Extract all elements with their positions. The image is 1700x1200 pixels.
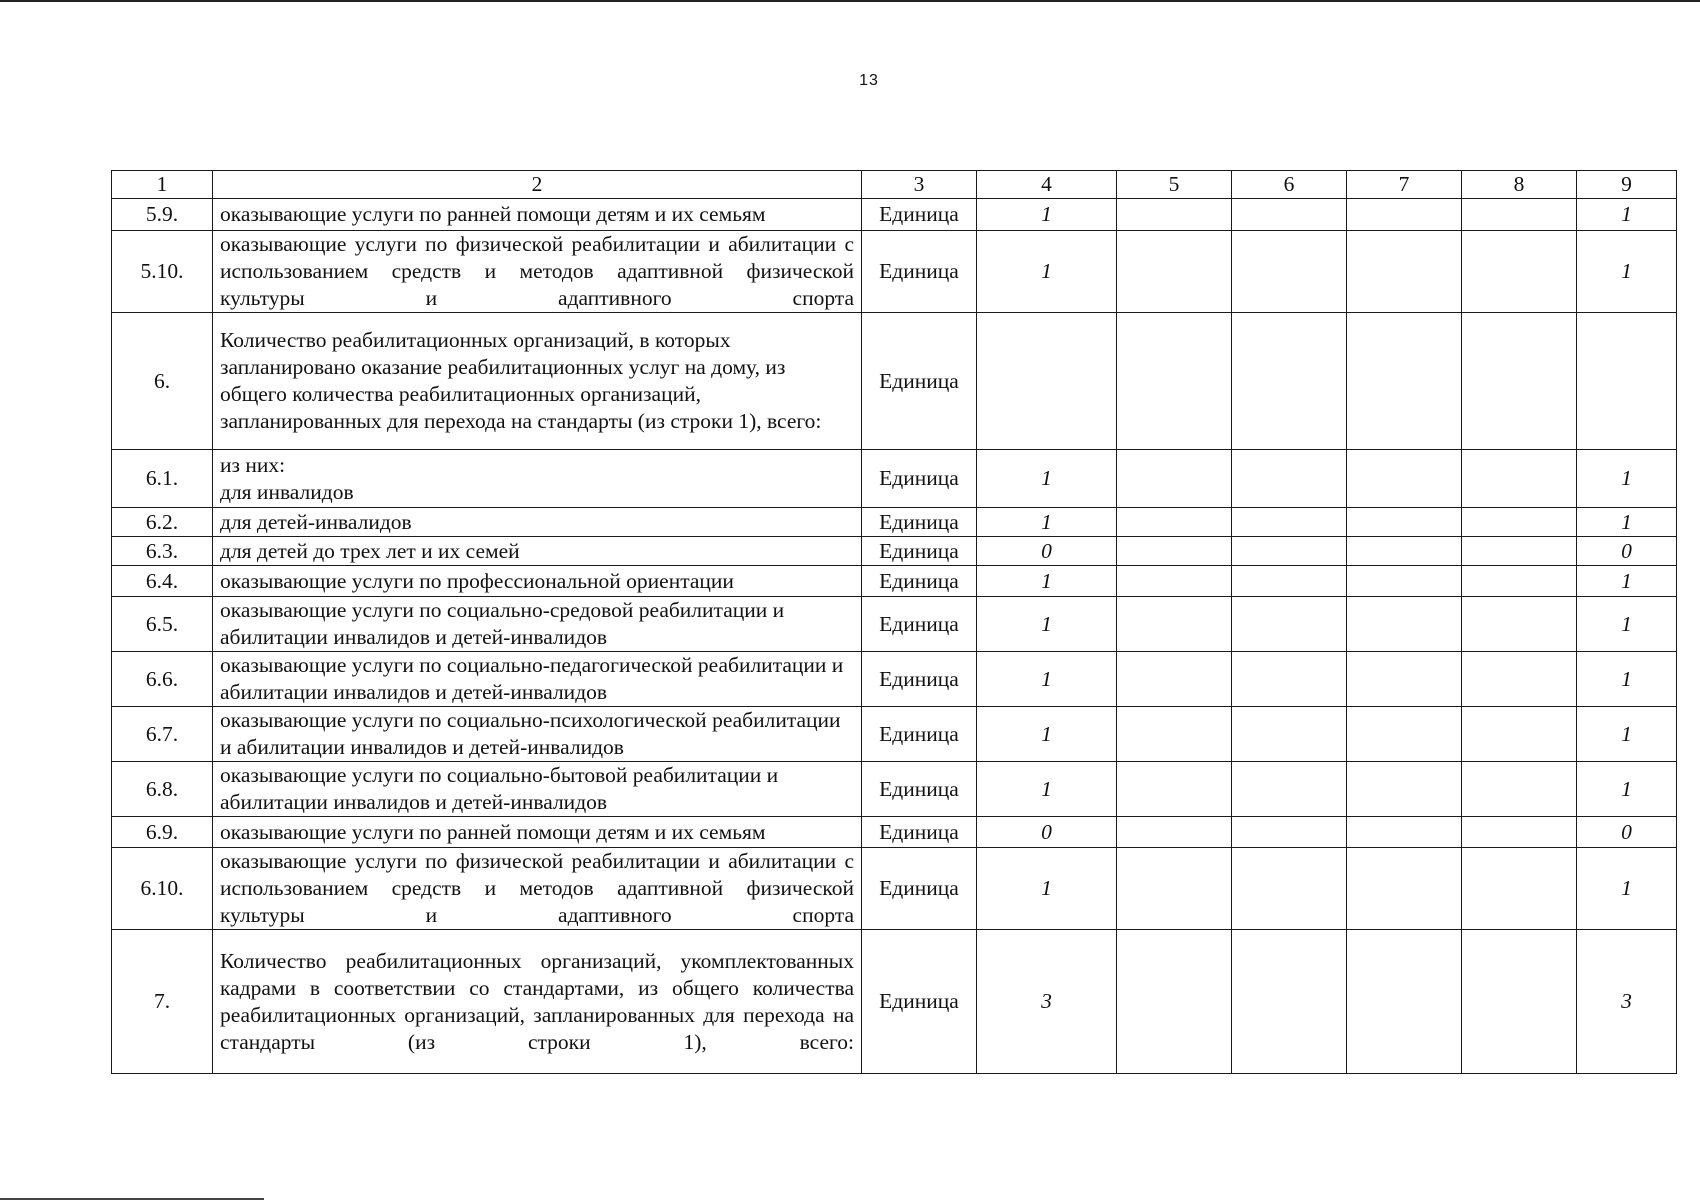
row-value-col5 — [1117, 707, 1232, 762]
row-value-col9: 1 — [1577, 597, 1677, 652]
row-value-col7 — [1347, 566, 1462, 597]
row-value-col9: 3 — [1577, 930, 1677, 1074]
row-value-col4: 0 — [977, 817, 1117, 848]
table-row — [112, 231, 1677, 313]
row-value-col6 — [1232, 199, 1347, 231]
row-value-col9: 0 — [1577, 537, 1677, 566]
report-table — [111, 170, 1677, 1074]
row-unit: Единица — [862, 817, 977, 848]
row-value-col7 — [1347, 508, 1462, 537]
row-description: оказывающие услуги по ранней помощи детям и их семьям — [213, 199, 862, 231]
row-value-col4: 1 — [977, 707, 1117, 762]
row-number: 6.3. — [112, 537, 213, 566]
row-value-col8 — [1462, 848, 1577, 930]
row-value-col4: 1 — [977, 597, 1117, 652]
row-description: оказывающие услуги по социально-средовой реабилитации и абилитации инвалидов и детей-инвалидов — [213, 597, 862, 652]
row-value-col7 — [1347, 199, 1462, 231]
row-value-col5 — [1117, 597, 1232, 652]
row-unit: Единица — [862, 313, 977, 450]
row-value-col6 — [1232, 848, 1347, 930]
row-value-col6 — [1232, 313, 1347, 450]
table-row — [112, 537, 1677, 566]
row-value-col6 — [1232, 508, 1347, 537]
row-value-col6 — [1232, 597, 1347, 652]
row-value-col9: 1 — [1577, 652, 1677, 707]
row-value-col5 — [1117, 848, 1232, 930]
row-description: для детей-инвалидов — [213, 508, 862, 537]
row-number: 6.4. — [112, 566, 213, 597]
scan-edge-top — [0, 0, 1700, 2]
row-number: 6.1. — [112, 450, 213, 508]
row-value-col5 — [1117, 199, 1232, 231]
row-description: оказывающие услуги по социально-педагогической реабилитации и абилитации инвалидов и детей-инвалидов — [213, 652, 862, 707]
header-cell: 8 — [1462, 171, 1577, 199]
row-description: Количество реабилитационных организаций, в которых запланировано оказание реабилитационных услуг на дому, из общего количества реабилитационных организаций, запланированных для перехода на стандарты (из строки 1), всего: — [213, 313, 862, 450]
row-unit: Единица — [862, 199, 977, 231]
row-value-col7 — [1347, 652, 1462, 707]
row-value-col6 — [1232, 231, 1347, 313]
row-value-col9: 1 — [1577, 231, 1677, 313]
table-row — [112, 930, 1677, 1074]
row-value-col9: 1 — [1577, 762, 1677, 817]
header-cell: 5 — [1117, 171, 1232, 199]
row-description: Количество реабилитационных организаций, укомплектованных кадрами в соответствии со стандартами, из общего количества реабилитационных организаций, запланированных для перехода на стандарты (из строки 1), всего: — [213, 930, 862, 1074]
row-value-col8 — [1462, 762, 1577, 817]
row-number: 6.6. — [112, 652, 213, 707]
row-value-col7 — [1347, 707, 1462, 762]
header-cell: 6 — [1232, 171, 1347, 199]
row-value-col7 — [1347, 930, 1462, 1074]
row-description: оказывающие услуги по профессиональной ориентации — [213, 566, 862, 597]
row-value-col7 — [1347, 537, 1462, 566]
table-row — [112, 199, 1677, 231]
row-unit: Единица — [862, 566, 977, 597]
row-value-col9: 1 — [1577, 566, 1677, 597]
row-value-col6 — [1232, 652, 1347, 707]
row-unit: Единица — [862, 762, 977, 817]
row-value-col8 — [1462, 450, 1577, 508]
row-unit: Единица — [862, 231, 977, 313]
row-value-col9: 1 — [1577, 707, 1677, 762]
table-row — [112, 817, 1677, 848]
row-unit: Единица — [862, 537, 977, 566]
row-unit: Единица — [862, 707, 977, 762]
row-value-col9: 1 — [1577, 199, 1677, 231]
row-value-col4: 3 — [977, 930, 1117, 1074]
row-value-col7 — [1347, 313, 1462, 450]
row-value-col5 — [1117, 566, 1232, 597]
row-value-col8 — [1462, 817, 1577, 848]
row-value-col9: 1 — [1577, 450, 1677, 508]
row-value-col5 — [1117, 762, 1232, 817]
row-value-col9: 1 — [1577, 508, 1677, 537]
table-row — [112, 508, 1677, 537]
row-value-col4: 1 — [977, 652, 1117, 707]
row-number: 6.2. — [112, 508, 213, 537]
row-value-col6 — [1232, 566, 1347, 597]
row-number: 5.9. — [112, 199, 213, 231]
table-row — [112, 313, 1677, 450]
row-value-col8 — [1462, 313, 1577, 450]
row-value-col5 — [1117, 508, 1232, 537]
table-row — [112, 707, 1677, 762]
row-description: оказывающие услуги по социально-бытовой реабилитации и абилитации инвалидов и детей-инвалидов — [213, 762, 862, 817]
row-value-col4: 1 — [977, 508, 1117, 537]
row-value-col5 — [1117, 817, 1232, 848]
row-value-col9 — [1577, 313, 1677, 450]
header-cell: 9 — [1577, 171, 1677, 199]
header-cell: 7 — [1347, 171, 1462, 199]
row-value-col6 — [1232, 450, 1347, 508]
row-value-col5 — [1117, 450, 1232, 508]
row-value-col4: 1 — [977, 848, 1117, 930]
row-value-col7 — [1347, 231, 1462, 313]
row-value-col6 — [1232, 537, 1347, 566]
row-number: 6.9. — [112, 817, 213, 848]
row-value-col8 — [1462, 707, 1577, 762]
row-value-col8 — [1462, 597, 1577, 652]
row-value-col6 — [1232, 930, 1347, 1074]
row-value-col7 — [1347, 848, 1462, 930]
row-unit: Единица — [862, 508, 977, 537]
page-number: 13 — [859, 72, 879, 89]
row-value-col7 — [1347, 450, 1462, 508]
header-cell: 2 — [213, 171, 862, 199]
row-value-col4: 1 — [977, 231, 1117, 313]
row-unit: Единица — [862, 450, 977, 508]
row-number: 6.8. — [112, 762, 213, 817]
row-description: оказывающие услуги по физической реабилитации и абилитации с использованием средств и методов адаптивной физической культуры и адаптивного спорта — [213, 231, 862, 313]
row-value-col4: 1 — [977, 762, 1117, 817]
row-unit: Единица — [862, 652, 977, 707]
row-value-col7 — [1347, 597, 1462, 652]
row-value-col4: 0 — [977, 537, 1117, 566]
table-row — [112, 848, 1677, 930]
table-header-row — [112, 171, 1677, 199]
row-value-col6 — [1232, 817, 1347, 848]
row-number: 6.5. — [112, 597, 213, 652]
row-value-col8 — [1462, 199, 1577, 231]
row-value-col8 — [1462, 231, 1577, 313]
header-cell: 3 — [862, 171, 977, 199]
row-value-col8 — [1462, 566, 1577, 597]
table-row — [112, 652, 1677, 707]
row-number: 5.10. — [112, 231, 213, 313]
row-number: 6. — [112, 313, 213, 450]
row-unit: Единица — [862, 597, 977, 652]
row-description: для детей до трех лет и их семей — [213, 537, 862, 566]
row-value-col4: 1 — [977, 566, 1117, 597]
row-description: из них: для инвалидов — [213, 450, 862, 508]
table-row — [112, 450, 1677, 508]
row-value-col9: 1 — [1577, 848, 1677, 930]
row-number: 6.10. — [112, 848, 213, 930]
header-cell: 1 — [112, 171, 213, 199]
row-value-col4: 1 — [977, 450, 1117, 508]
row-value-col8 — [1462, 508, 1577, 537]
table-row — [112, 566, 1677, 597]
row-value-col5 — [1117, 930, 1232, 1074]
row-unit: Единица — [862, 930, 977, 1074]
row-value-col6 — [1232, 707, 1347, 762]
row-value-col8 — [1462, 652, 1577, 707]
table-row — [112, 762, 1677, 817]
row-value-col5 — [1117, 313, 1232, 450]
row-value-col5 — [1117, 231, 1232, 313]
row-value-col9: 0 — [1577, 817, 1677, 848]
row-value-col7 — [1347, 817, 1462, 848]
row-value-col4 — [977, 313, 1117, 450]
row-number: 7. — [112, 930, 213, 1074]
row-value-col4: 1 — [977, 199, 1117, 231]
row-value-col8 — [1462, 930, 1577, 1074]
row-value-col8 — [1462, 537, 1577, 566]
row-description: оказывающие услуги по ранней помощи детям и их семьям — [213, 817, 862, 848]
header-cell: 4 — [977, 171, 1117, 199]
row-description: оказывающие услуги по социально-психологической реабилитации и абилитации инвалидов и детей-инвалидов — [213, 707, 862, 762]
table-row — [112, 597, 1677, 652]
row-number: 6.7. — [112, 707, 213, 762]
row-value-col6 — [1232, 762, 1347, 817]
row-unit: Единица — [862, 848, 977, 930]
row-value-col5 — [1117, 652, 1232, 707]
row-description: оказывающие услуги по физической реабилитации и абилитации с использованием средств и методов адаптивной физической культуры и адаптивного спорта — [213, 848, 862, 930]
row-value-col7 — [1347, 762, 1462, 817]
row-value-col5 — [1117, 537, 1232, 566]
